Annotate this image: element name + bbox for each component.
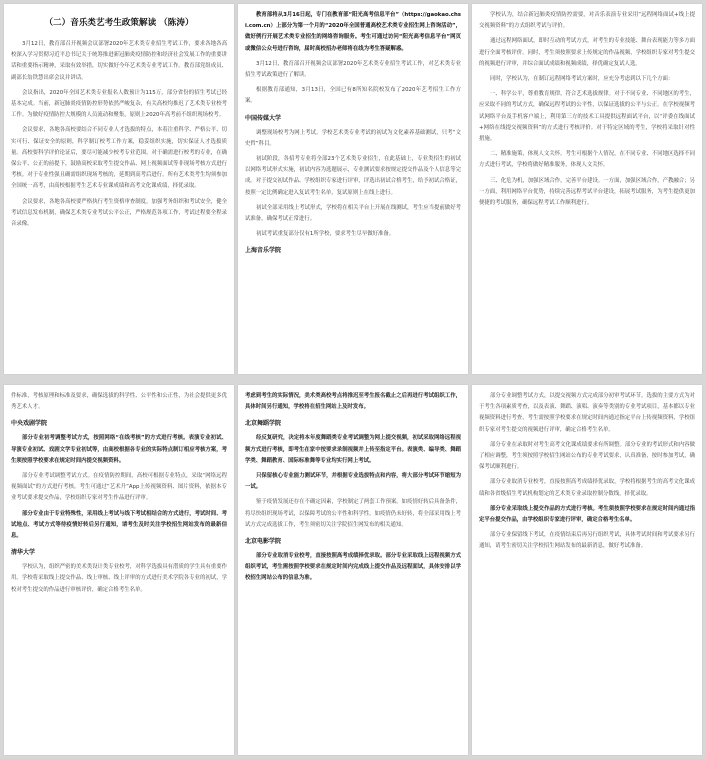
paragraph: 部分专业初考调整考试方式，按照网络“在线考核”的方式进行考核。表演专业初试、导演专业初试、戏剧文学专业初试等，由高校根据各专业的实际特点制订相应考核方案，考生须按照学校要求在规定时间内提交视频资料。: [11, 435, 227, 464]
paragraph: 部分专业取消专业校考，直接按照高考成绩择优录取，学校将根据考生的高考文化课成绩和各省级招生考试机构划定的艺术类专业录取控制分数线，择优录取。: [479, 479, 695, 497]
paragraph: 一、科学公平，尊重教育规律，符合艺术选拔规律。对于不同专业、不同地区的考生，应采取不同的考试方式，确保远程考试的公平性，以保证选拔的公平与公正。在学校视频考试网络平台及手机客户端上，利用第三方的技术工具提供远程面试平台，以“评委在线面试+网络在线提交视频资料”的方式进行考核评价。对于特定区域的考生，学校将采取针对性措施。: [479, 91, 695, 143]
paragraph: 件标准，考核原理和标准及要求，确保选拔的科学性、公平性和公正性，为社会提供更多优秀艺术人才。: [11, 393, 227, 411]
paragraph: 3月12日，教育部召开视频会议部署2020年艺术类专业招生考试工作，对艺术类专业招生考试政策进行了解读。: [245, 60, 461, 79]
paragraph: 根据教育部通知，3月13日，全国已有8所知名院校发布了2020年艺考招生工作方案。: [245, 87, 461, 105]
paragraph: 部分专业在录取时对考生高考文化课成绩要求有所调整。部分专业的考试形式和内容做了相应调整，考生须按照学校招生网站公布的专业考试要求，认真准备，按时参加考试，确保考试顺利进行。: [479, 441, 695, 471]
document-page-3: [472, 4, 702, 374]
section-heading-shcm: 上海音乐学院: [245, 247, 282, 255]
paragraph: 会议要求，各地各高校要结合不同专业人才选拔的特点，本着注重科学、严格公平、切实可行、保证安全的原则，科学制订校考工作方案，稳妥组织实施，切实保证人才选拔质量。高校要科学评价论证后，要尽可能减少校考专业范围。对于确需进行校考的专业，在确保公平、公正的前提下，鼓励高校采取考生提交作品、网上视频面试等非现场考核方式进行考核。对于专业性强且确需组织现场考核的，延期到高考后进行。所有艺术类考生均须参加全国统一高考，由高校根据考生艺术专业课成绩和高考文化课成绩，择优录取。: [11, 127, 227, 190]
paragraph: 部分专业考试调整考试方式。在疫情防控期间，高校可根据专业特点，采取“网络远程视频面试”的方式进行考核。考生可通过“艺术升”App上传视频资料、图片资料，依据本专业考试要求提交作品，学校组织专家对考生作品进行评审。: [11, 473, 227, 502]
section-heading-bfa: 北京电影学院: [245, 538, 282, 546]
paragraph: 部分专业由于专业特殊性，采用线上考试与线下考试相结合的方式进行，考试时间、考试地点、考试方式等待疫情好转后另行通知，请考生及时关注学校招生网站发布的最新信息。: [11, 510, 227, 540]
paragraph: 学校认为，结合新冠肺炎疫情防控需要，对音乐表演专业采用“远程网络面试+线上提交视频资料”的方式组织考试与评价。: [479, 12, 695, 30]
paragraph: 初试考试重复部分仅有1所学校，要求考生尽早做好准备。: [256, 231, 395, 238]
document-page-6: [472, 385, 702, 755]
paragraph: 初试阶段，各招考专业将全部23个艺术类专业招生，在此基础上，专业类招生的初试以网络考试形式实施，初试内容为选题展示，专业测试要求按规定提交作品及个人信息等完成。对于提交初试作品、学校组织专家进行评审，评选出初试合格考生，给予初试合格证，按照一定比例确定进入复试考生名单，复试原则上在线上进行。: [245, 156, 461, 196]
document-page-1: [4, 4, 234, 374]
paragraph: 经反复研究，决定将本年度舞蹈类专业考试调整为网上提交视频，初试采取网络远程视频方式进行考核，即考生在家中按要求录制视频并上传至指定平台。表演类、编导类、舞蹈学类、舞蹈教育、国际标准舞等专业均实行网上考试。: [245, 435, 461, 464]
paragraph: 二、精准施策，体现人文关怀。考生可根据个人情况，在不同专业、不同地区选择不同方式进行考试，学校将做好精准服务，体现人文关怀。: [479, 151, 695, 169]
paragraph: 会议指出，2020年全国艺术类专业报名人数预计为115万，部分省份的招生考试已经基本完成。当前，新冠肺炎疫情防控形势依然严峻复杂，有关高校均推迟了艺术类专业校考工作。为做好疫情防控大规模的人员流动和聚集，原则上2020年高考前不组织现场校考。: [11, 89, 227, 119]
paragraph: 部分专业采取线上提交作品的方式进行考核。考生须按照学校要求在规定时间内通过指定平台提交作品，由学校组织专家进行评审，确定合格考生名单。: [479, 505, 695, 524]
document-page-5: [238, 385, 468, 755]
paragraph: 部分专业保留线下考试，在疫情结束后再另行组织考试，具体考试时间和考试要求另行通知，请考生密切关注学校招生网站发布的最新消息，做好考试准备。: [479, 532, 695, 550]
article-title: （二）音乐类艺考生政策解读 （陈涛）: [44, 18, 194, 28]
paragraph: 只保留核心专业能力测试环节，并根据专业选拔特点和内容，将大部分考试环节缩短为一试。: [245, 473, 461, 491]
paragraph: 三、化危为机，加强区域合作，完善平台建设。一方面，加强区域合作，产教融合；另一方面，利用网络平台优势，持续完善远程考试平台建设，拓展考试服务，为考生提供更加便捷的考试服务，确保远程考试工作顺利进行。: [479, 177, 695, 207]
paragraph: 教育部将从3月16日起，专门在教育部“阳光高考信息平台”（https://gaokao.chsi.com.cn）上部分为第一个月的“2020年全国普通高校艺术类专业招生网上咨询活动”，做好例行开展艺术类专业招生的网络咨询服务。考生可通过访问“阳光高考信息平台”网页或微信公众号进行咨询，届时高校招办老师将在线为考生答疑解惑。: [245, 12, 461, 52]
document-page-4: [4, 385, 234, 755]
paragraph: 部分专业调整考试方式，以提交视频方式完成部分初审考试环节。选拔的主要方式为对于考生各项素质考查，以及表演、舞蹈、演唱、演奏等类别的专业考试项目，基本都以专业视频资料进行考查，考生需按照学校要求在规定时间内通过指定平台上传视频资料，学校组织专家对考生提交的视频进行评审，确定合格考生名单。: [479, 393, 695, 433]
paragraph: 初试全部采用线上考试形式，学校将在相关平台上开展在线测试，考生应当提前做好考试准备，确保考试正常进行。: [245, 204, 461, 223]
paragraph: 调整现场校考为网上考试。学校艺术类专业考试的初试为文化素养基础测试，只考“文史哲”科目。: [245, 129, 461, 147]
paragraph: 鉴于疫情发展还存在不确定因素，学校制定了两套工作预案。如疫情好转后具备条件，将尽快组织现场考试，以保障考试的公平性和科学性。如疫情仍未好转，将全部采用线上考试方式完成选拔工作，考生须密切关注学院招生网发布的相关通知。: [245, 499, 461, 528]
paragraph: 同时，学校认为，在制订远程网络考试方案时，应充分考虑到以下几个方面：: [490, 76, 674, 83]
section-heading-bda: 北京舞蹈学院: [245, 420, 282, 428]
paragraph: 考虑到考生的实际情况，美术类高校考点将推迟至考生报名截止之后再进行考试组织工作，具体时间另行通知，学校将在招生网站上及时发布。: [245, 393, 461, 411]
paragraph: 学校认为，组织严密的美术类设计类专业校考，对科学选拔具有潜质的学生具有重要作用。学校将采取线上提交作品、线上审核、线上评审的方式进行美术学院各专业的初试，学校对考生提交的作品进行审核评价，确定合格考生名单。: [11, 564, 227, 593]
section-heading-zhongxi: 中央戏剧学院: [11, 420, 48, 428]
paragraph: 通过远程网络面试，即时互动的考试方式，对考生的专业技能、舞台表现能力等多方面进行全面考核评价。同时，考生须按照要求上传规定的作品视频，学校组织专家对考生提交的视频进行评审，并综合面试成绩和视频成绩，择优确定复试人选。: [479, 38, 695, 67]
paragraph: 3月12日，教育部召开视频会议部署2020年艺术类专业招生考试工作，要求各地各高校深入学习贯彻习近平总书记关于统筹推进新冠肺炎疫情防控和经济社会发展工作的重要讲话和重要指示精神，采取有效举措，切实做好今年艺术类专业考试工作。教育部党组成员、副部长翁铁慧出席会议并讲话。: [11, 41, 227, 81]
paragraph: 部分专业取消专业校考，直接按照高考成绩择优录取。部分专业采取线上远程视频方式组织考试，考生需按照学校要求在规定时间内完成线上提交作品及远程面试，具体安排以学校招生网站公布的信息为准。: [245, 553, 461, 582]
document-page-2: [238, 4, 468, 374]
section-heading-cuc: 中国传媒大学: [245, 114, 282, 122]
section-heading-tsinghua: 清华大学: [11, 549, 36, 557]
paragraph: 会议要求，各地各高校要严格执行考生资格审查制度，加强考务组织和考试安全，健全考试信息发布机制，确保艺术类专业考试公平公正，严格规范各项工作，考试过程要全程录音录像。: [11, 198, 227, 228]
